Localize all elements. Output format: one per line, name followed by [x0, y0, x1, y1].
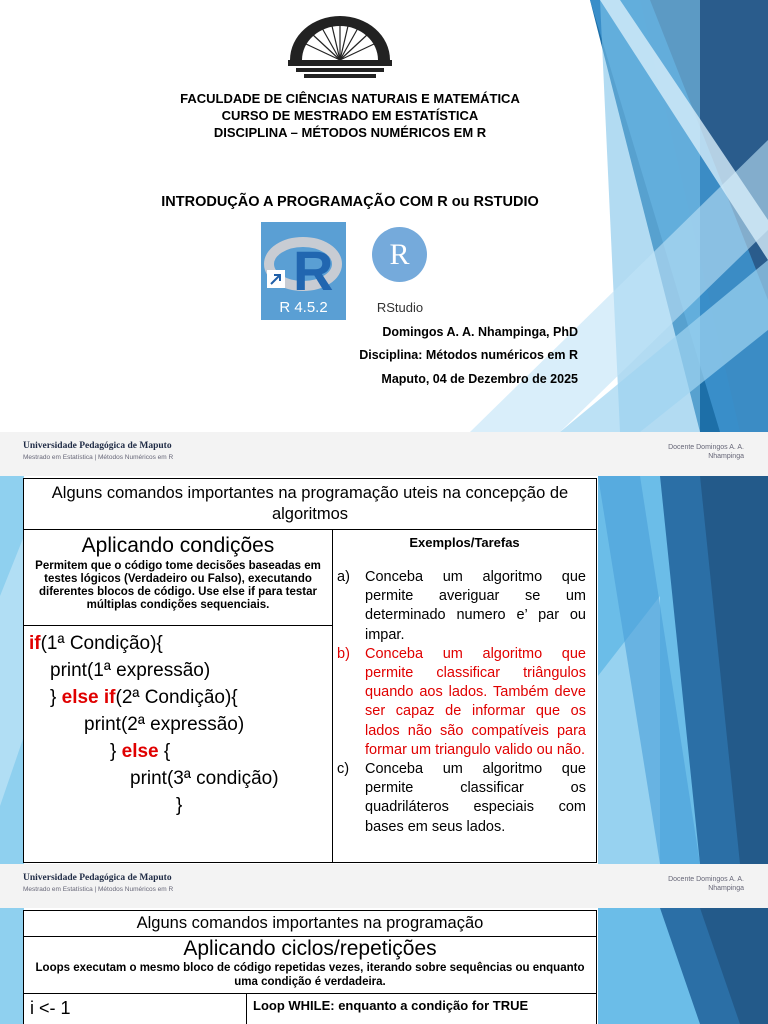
faculty-name: FACULDADE DE CIÊNCIAS NATURAIS E MATEMÁTICA: [180, 91, 520, 106]
r-app-label: R 4.5.2: [279, 299, 328, 316]
shortcut-arrow-icon: [267, 270, 285, 288]
presentation-date: Maputo, 04 de Dezembro de 2025: [381, 372, 578, 386]
code-first-line: i <- 1: [24, 994, 247, 1024]
section-description: Loops executam o mesmo bloco de código repetidas vezes, iterando sobre sequências ou enquanto uma condição é verdadeira.: [35, 962, 585, 988]
author-discipline: Disciplina: Métodos numéricos em R: [359, 348, 578, 362]
section-heading: Aplicando condições: [81, 534, 275, 557]
presentation-title: INTRODUÇÃO A PROGRAMAÇÃO COM R ou RSTUDIO: [161, 194, 539, 210]
section-description: Permitem que o código tome decisões baseadas em testes lógicos (Verdadeiro ou Falso), executando diferentes blocos de código. Use else if para testar múltiplas condições sequenciais.: [35, 560, 321, 611]
examples-title: Exemplos/Tarefas: [409, 535, 520, 550]
rstudio-app-icon[interactable]: [362, 222, 438, 320]
keyword-if: if: [29, 633, 41, 655]
title-slide: [0, 0, 768, 432]
conditions-slide: [0, 476, 768, 864]
code-block: if(1ª Condição){ print(1ª expressão) } else if(2ª Condição){ print(2ª expressão) } else { print(3ª condição) }: [24, 626, 333, 863]
footer-university: Universidade Pedagógica de Maputo: [23, 873, 172, 883]
task-item: a) Conceba um algoritmo que permite averiguar se um determinado numero e’ par ou impar.: [337, 569, 586, 643]
slide-footer: [0, 864, 768, 908]
slide-title: Alguns comandos importantes na programação: [24, 911, 597, 937]
keyword-else: else: [121, 741, 159, 763]
r-app-icon[interactable]: [261, 222, 346, 320]
footer-docent: Docente Domingos A. A. Nhampinga: [668, 876, 744, 892]
rstudio-logo: R: [372, 227, 427, 282]
footer-subtitle: Mestrado em Estatística | Métodos Numéricos em R: [23, 886, 174, 893]
task-item: b) Conceba um algoritmo que permite classificar triângulos quando aos lados. Também deve ser capaz de informar que os lados não são compatíveis para formar um triangulo valido ou não.: [337, 645, 586, 758]
keyword-else-if: else if: [61, 687, 116, 709]
footer-subtitle: Mestrado em Estatística | Métodos Numéricos em R: [23, 454, 174, 461]
loops-slide: [0, 908, 768, 1024]
footer-docent: Docente Domingos A. A. Nhampinga: [668, 444, 744, 460]
examples-cell: [333, 530, 597, 863]
task-item: c) Conceba um algoritmo que permite classificar os quadriláteros especiais com bases em seus lados.: [337, 761, 586, 835]
loop-while-title: Loop WHILE: enquanto a condição for TRUE: [247, 994, 597, 1024]
university-emblem: [282, 8, 398, 86]
svg-text:R: R: [293, 239, 334, 300]
slide-footer: [0, 432, 768, 476]
rstudio-label: RStudio: [376, 300, 424, 315]
discipline-name: DISCIPLINA – MÉTODOS NUMÉRICOS EM R: [213, 125, 487, 140]
section-heading: Aplicando ciclos/repetições: [183, 937, 437, 960]
slide-title: Alguns comandos importantes na programação uteis na concepção de algoritmos: [24, 479, 597, 530]
course-name: CURSO DE MESTRADO EM ESTATÍSTICA: [221, 108, 479, 123]
footer-university: Universidade Pedagógica de Maputo: [23, 441, 172, 451]
author-name: Domingos A. A. Nhampinga, PhD: [382, 325, 578, 339]
